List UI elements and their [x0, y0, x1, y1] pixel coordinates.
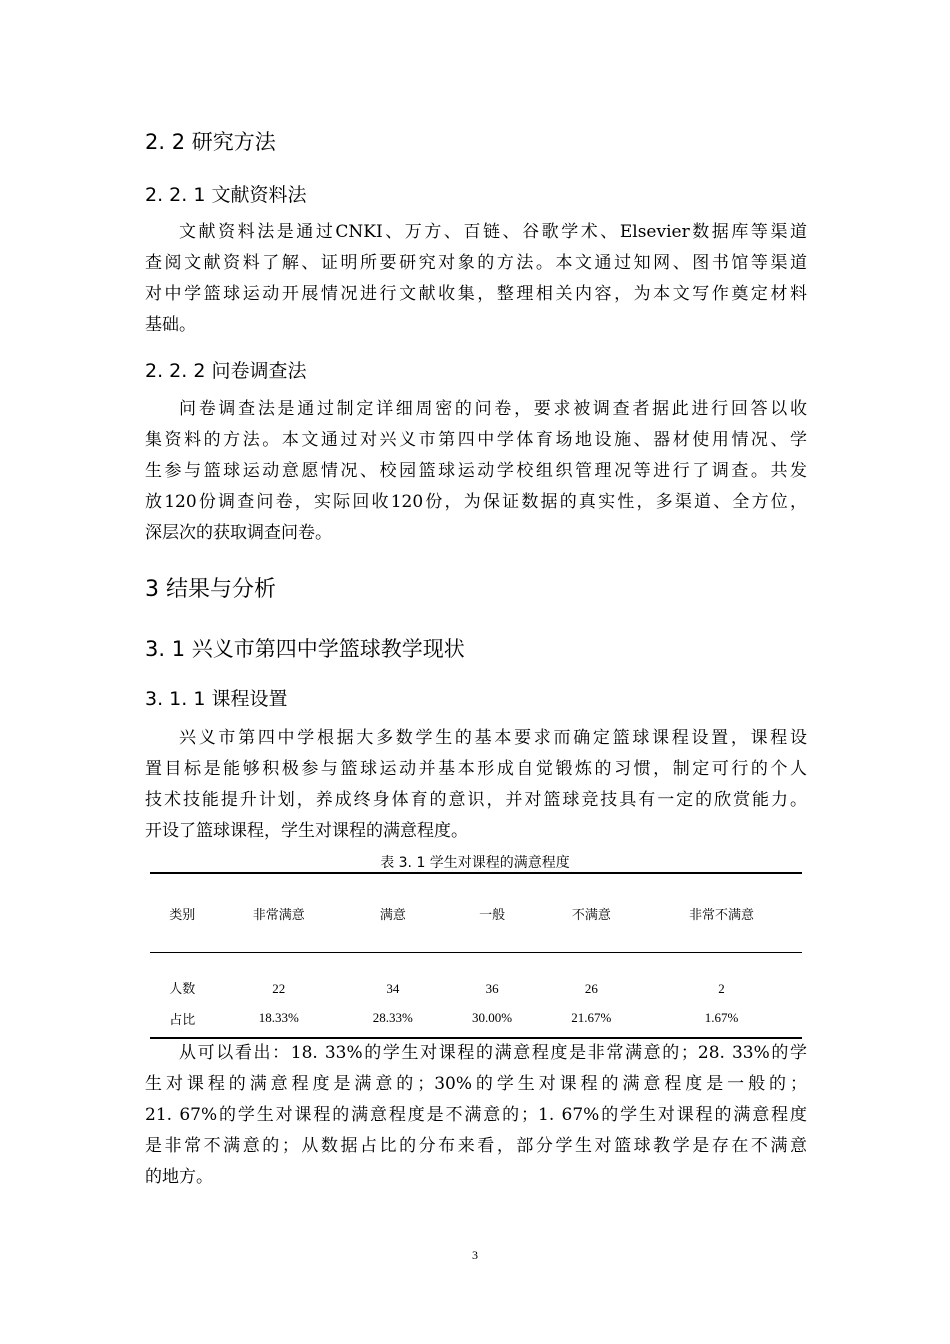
- table-cell: 30.00%: [472, 1010, 513, 1025]
- satisfaction-table: [150, 872, 802, 1039]
- paragraph-line: 集资料的方法。本文通过对兴义市第四中学体育场地设施、器材使用情况、学: [145, 430, 807, 450]
- paragraph-line: 21. 67%的学生对课程的满意程度是不满意的；1. 67%的学生对课程的满意程度: [145, 1105, 807, 1125]
- table-cell: 2: [718, 981, 725, 996]
- section-heading-3-1-1: 3. 1. 1 课程设置: [145, 688, 288, 710]
- section-heading-2-2-1: 2. 2. 1 文献资料法: [145, 184, 307, 206]
- paragraph-line: 技术技能提升计划，养成终身体育的意识，并对篮球竞技具有一定的欣赏能力。: [145, 790, 807, 810]
- paragraph-line: 生参与篮球运动意愿情况、校园篮球运动学校组织管理况等进行了调查。共发: [145, 461, 807, 481]
- table-cell: 18.33%: [258, 1010, 299, 1025]
- paragraph-line: 生对课程的满意程度是满意的；30%的学生对课程的满意程度是一般的；: [145, 1074, 807, 1094]
- paragraph-line: 查阅文献资料了解、证明所要研究对象的方法。本文通过知网、图书馆等渠道: [145, 253, 807, 273]
- paragraph-line: 的地方。: [145, 1167, 213, 1187]
- table-header-cell: 类别: [169, 906, 196, 922]
- paragraph-line: 从可以看出：18. 33%的学生对课程的满意程度是非常满意的；28. 33%的学: [179, 1043, 807, 1063]
- paragraph-line: 是非常不满意的；从数据占比的分布来看，部分学生对篮球教学是存在不满意: [145, 1136, 807, 1156]
- section-heading-3-1: 3. 1 兴义市第四中学篮球教学现状: [145, 637, 465, 661]
- table-cell: 人数: [169, 981, 196, 996]
- paragraph-questionnaire-method: [145, 394, 807, 549]
- table-cell: 22: [272, 981, 286, 996]
- paragraph-line: 基础。: [145, 315, 196, 335]
- paragraph-analysis: [145, 1038, 807, 1193]
- table-header-cell: 一般: [479, 906, 506, 922]
- paragraph-line: 深层次的获取调查问卷。: [145, 523, 332, 543]
- paragraph-literature-method: [145, 217, 807, 341]
- table-cell: 21.67%: [571, 1010, 612, 1025]
- section-heading-2-2-2: 2. 2. 2 问卷调查法: [145, 360, 307, 382]
- section-heading-3: 3 结果与分析: [145, 577, 276, 602]
- table-header-row: [150, 873, 802, 953]
- table-row-percent: [150, 999, 802, 1038]
- table-caption: 表 3. 1 学生对课程的满意程度: [380, 855, 570, 871]
- paragraph-line: 文献资料法是通过CNKI、万方、百链、谷歌学术、Elsevier数据库等渠道: [179, 222, 807, 242]
- paragraph-line: 对中学篮球运动开展情况进行文献收集，整理相关内容，为本文写作奠定材料: [145, 284, 807, 304]
- paragraph-line: 问卷调查法是通过制定详细周密的问卷，要求被调查者据此进行回答以收: [179, 399, 807, 419]
- paragraph-line: 开设了篮球课程，学生对课程的满意程度。: [145, 821, 468, 841]
- table-cell: 34: [386, 981, 400, 996]
- table-cell: 1.67%: [704, 1010, 739, 1025]
- paragraph-course-setup: [145, 723, 807, 847]
- table-header-cell: 不满意: [571, 906, 611, 922]
- paragraph-line: 置目标是能够积极参与篮球运动并基本形成自觉锻炼的习惯，制定可行的个人: [145, 759, 807, 779]
- section-heading-2-2: 2. 2 研究方法: [145, 130, 276, 154]
- page-number: 3: [472, 1248, 478, 1262]
- table-cell: 26: [584, 981, 598, 996]
- table-cell: 占比: [169, 1011, 196, 1027]
- table-header-cell: 非常满意: [252, 906, 305, 922]
- paragraph-line: 放120份调查问卷，实际回收120份，为保证数据的真实性，多渠道、全方位，: [145, 492, 807, 512]
- table-row-count: [150, 953, 802, 1000]
- table-cell: 36: [485, 981, 499, 996]
- paragraph-line: 兴义市第四中学根据大多数学生的基本要求而确定篮球课程设置，课程设: [179, 728, 807, 748]
- table-header-cell: 满意: [379, 906, 406, 922]
- table-header-cell: 非常不满意: [688, 906, 754, 922]
- table-cell: 28.33%: [372, 1010, 413, 1025]
